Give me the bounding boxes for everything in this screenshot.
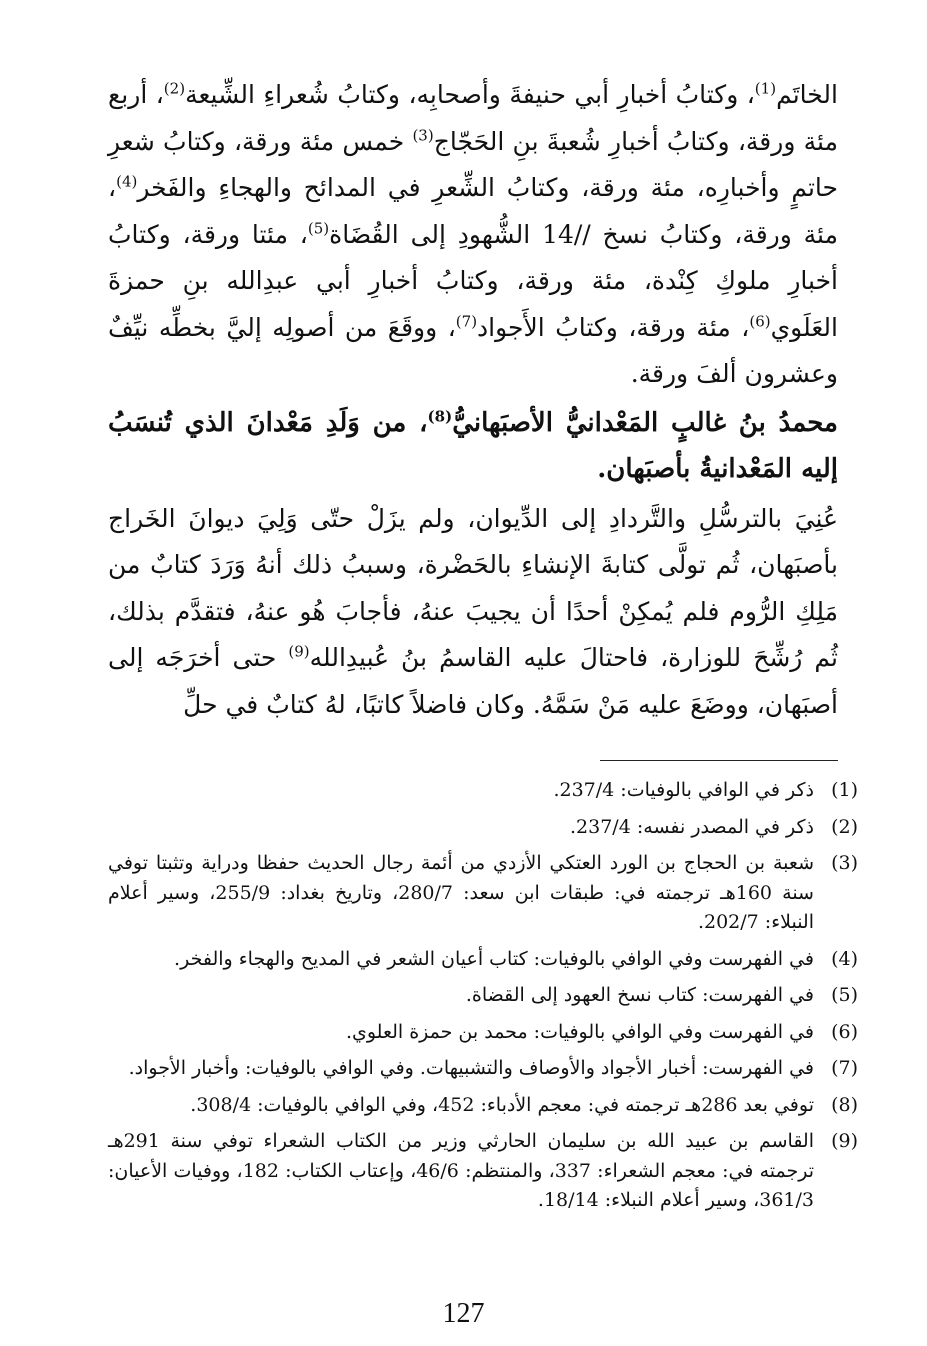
footnote-text: توفي بعد 286هـ ترجمته في: معجم الأدباء: 452، وفي الوافي بالوفيات: 308/4. <box>190 1093 814 1116</box>
page-number: 127 <box>442 1298 485 1329</box>
footnote-text: في الفهرست وفي الوافي بالوفيات: محمد بن حمزة العلوي. <box>345 1020 814 1043</box>
text-run: ، وكتابُ أخبارِ أبي حنيفةَ وأصحابِه، وكتابُ شُعراءِ الشِّيعة <box>185 80 755 109</box>
footnote-text: ذكر في الوافي بالوفيات: 237/4. <box>553 779 814 801</box>
footnote-separator <box>600 760 838 761</box>
footnote-number: (8) <box>831 1093 858 1116</box>
entry-heading <box>108 400 838 492</box>
text-run: حتى أخرَجَه إلى أصبَهان، ووضَعَ عليه مَنْ سَمَّهُ. وكان فاضلاً كاتبًا، لهُ كتابٌ في حلِّ <box>108 643 838 719</box>
footnote <box>108 981 858 1011</box>
footnote-text: في الفهرست: أخبار الأجواد والأوصاف والتشبيهات. وفي الوافي بالوفيات: وأخبار الأجواد. <box>128 1057 814 1079</box>
footnote-ref: (4) <box>116 172 138 191</box>
text-run: ، مئة ورقة، وكتابُ نسخ //14 الشُّهودِ إلى القُضَاة <box>108 173 838 249</box>
footnote-number: (9) <box>831 1130 858 1152</box>
footnote <box>108 813 858 843</box>
text-run: محمدُ بنُ غالبٍ المَعْدانيُّ الأصبَهانيُّ <box>452 407 838 438</box>
footnote-text: القاسم بن عبيد الله بن سليمان الحارثي وزير من الكتاب الشعراء توفي سنة 291هـ ترجمته في: معجم الشعراء: 337، والمنتظم: 46/6، وإعتاب الكتاب: 182، ووفيات الأعيان: 361/3، وسير أعلام النبلاء: 18/14. <box>108 1130 814 1211</box>
body-paragraph <box>108 496 838 729</box>
footnote-number: (2) <box>831 815 858 838</box>
text-run: ، أربع مئة ورقة، وكتابُ أخبارِ شُعبةَ بنِ الحَجّاج <box>108 80 838 156</box>
footnote-ref: (5) <box>307 219 330 238</box>
footnote <box>108 849 858 938</box>
footnote-number: (1) <box>831 779 858 801</box>
footnote-ref: (1) <box>754 79 777 98</box>
body-paragraph <box>108 72 838 398</box>
text-run: ، مئتا ورقة، وكتابُ أخبارِ ملوكِ كِنْدة، مئة ورقة، وكتابُ أخبارِ أبي عبدِالله بنِ حمزةَ العَلَوي <box>108 219 838 342</box>
text-run: عُنِيَ بالترسُّلِ والتَّردادِ إلى الدِّيوان، ولم يزَلْ حتّى وَلِيَ ديوانَ الخَراج بأصبَهان، ثُم تولَّى كتابةَ الإنشاءِ بالحَضْرة، وسببُ ذلك أنهُ وَرَدَ كتابٌ من مَلِكِ الرُّوم فلم يُمكِنْ أحدًا أن يجيبَ عنهُ، فأجابَ هُو عنهُ، فتقدَّم بذلك، ثُم رُشِّحَ للوزارة، فاحتالَ عليه القاسمُ بنُ عُبيدِالله <box>108 503 838 672</box>
footnote-text: شعبة بن الحجاج بن الورد العتكي الأزدي من أئمة رجال الحديث حفظا ودراية وتثبتا توفي سنة 160هـ ترجمته في: طبقات ابن سعد: 280/7، وتاريخ بغداد: 255/9، وسير أعلام النبلاء: 202/7. <box>108 852 814 933</box>
main-text <box>108 72 838 728</box>
footnote <box>108 945 858 975</box>
footnote-ref: (8) <box>427 406 453 425</box>
footnote <box>108 1091 858 1121</box>
text-run: ، من وَلَدِ مَعْدانَ الذي تُنسَبُ إليه المَعْدانيةُ بأصبَهان. <box>108 407 838 484</box>
footnote-text: ذكر في المصدر نفسه: 237/4. <box>570 815 814 838</box>
footnote <box>108 776 858 806</box>
footnote-number: (4) <box>831 947 858 970</box>
footnote-ref: (7) <box>455 312 478 331</box>
footnote-ref: (3) <box>412 126 434 145</box>
footnote-number: (3) <box>831 852 858 874</box>
footnote-number: (7) <box>831 1057 858 1079</box>
text-run: ، مئة ورقة، وكتابُ الأَجواد <box>477 312 750 342</box>
footnote <box>108 1127 858 1216</box>
footnote <box>108 1054 858 1084</box>
footnotes <box>108 776 858 1223</box>
text-run: الخاتَم <box>776 80 838 109</box>
text-run: خمس مئة ورقة، وكتابُ شعرِ حاتمٍ وأخبارِه، مئة ورقة، وكتابُ الشِّعرِ في المدائح والهجاءِ والفَخر <box>108 126 838 202</box>
footnote-number: (5) <box>831 984 858 1006</box>
footnote-ref: (6) <box>749 312 771 331</box>
text-run: ، ووقَعَ من أصولِه إليَّ بخطِّه نيِّفٌ وعشرون ألفَ ورقة. <box>108 312 838 388</box>
footnote-ref: (2) <box>163 79 186 98</box>
footnote-number: (6) <box>831 1020 858 1043</box>
footnote <box>108 1018 858 1048</box>
footnote-ref: (9) <box>288 642 310 661</box>
footnote-text: في الفهرست وفي الوافي بالوفيات: كتاب أعيان الشعر في المديح والهجاء والفخر. <box>174 947 814 970</box>
footnote-text: في الفهرست: كتاب نسخ العهود إلى القضاة. <box>465 984 814 1006</box>
